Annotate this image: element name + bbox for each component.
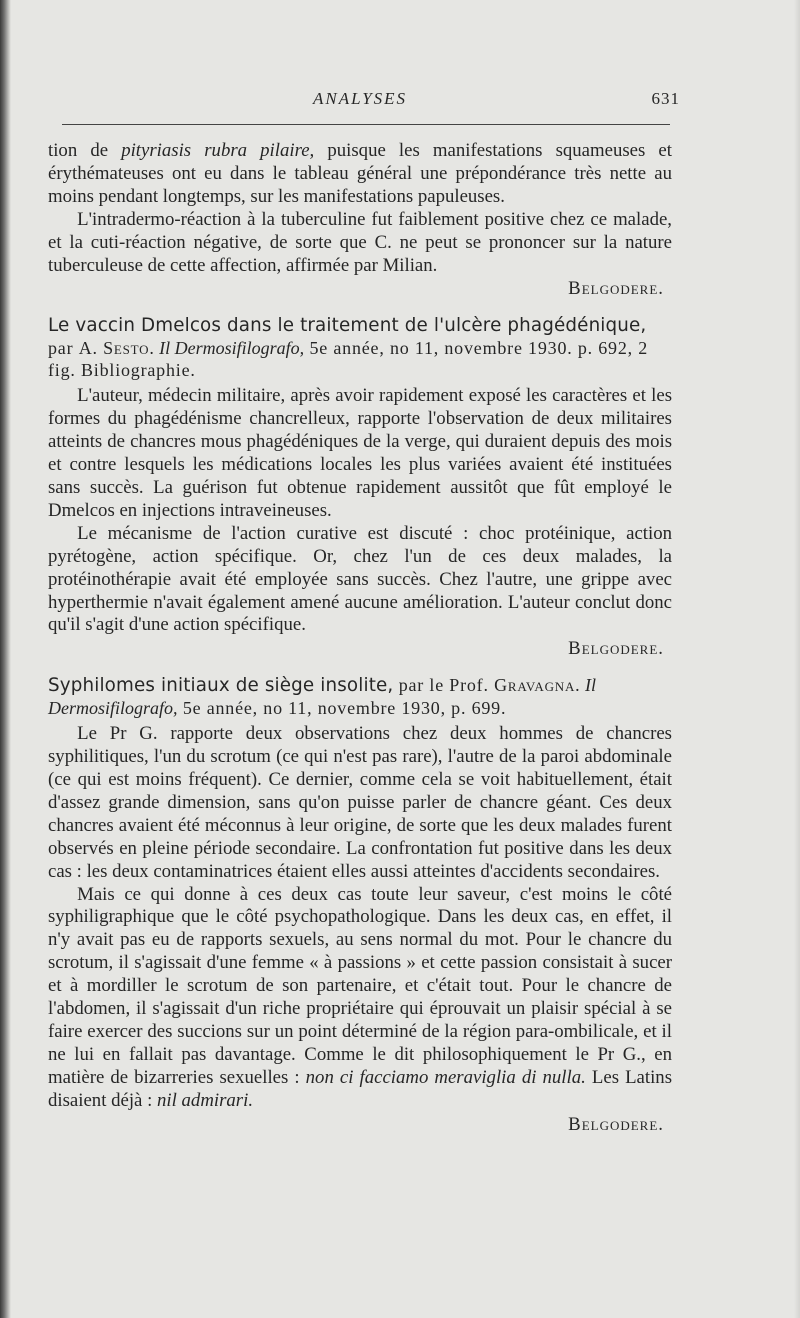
article-details: 5e année, no 11, novembre 1930, p. 699. <box>177 698 507 719</box>
journal-name: Il Dermosifilografo, <box>48 675 596 719</box>
paragraph: L'auteur, médecin militaire, après avoir rapidement exposé les caractères et les formes du phagédénisme chancrelleux, rapporte l'observation de deux militaires atteints de chancres mous phagédéniques de la verge, qui duraient depuis des mois et contre lesquels les médications locales les plus variées avaient été instituées sans succès. La guérison fut obtenue rapidement aussitôt que fût employé le Dmelcos en injections intraveineuses. <box>48 385 672 521</box>
italic-quote: nil admirari. <box>157 1089 254 1111</box>
italic-quote: non ci facciamo meraviglia di nulla. <box>305 1066 586 1088</box>
signature: Belgodere. <box>568 1113 664 1135</box>
signature: Belgodere. <box>568 638 664 660</box>
article-title: Le vaccin Dmelcos dans le traitement de l'ulcère phagédénique, <box>48 315 647 337</box>
header-rule <box>62 124 670 125</box>
signature: Belgodere. <box>568 278 664 300</box>
paragraph <box>48 140 672 209</box>
text-run: puisque les manifestations squameuses et érythémateuses ont eu dans le tableau général une prépondérance très nette au moins pendant longtemps, sur les manifestations papuleuses. <box>48 140 672 207</box>
text-run: Les Latins disaient déjà : <box>48 1066 673 1111</box>
byline: par le Prof. <box>393 675 495 696</box>
article-heading <box>48 674 672 719</box>
article-details: 5e année, no 11, novembre 1930. p. 692, 2 fig. Bibliographie. <box>48 338 649 381</box>
byline: par <box>48 338 79 359</box>
paragraph: Le Pr G. rapporte deux observations chez deux hommes de chancres syphilitiques, l'un du scrotum (ce qui n'est pas rare), l'autre de la paroi abdominale (ce qui est moins fréquent). Ce dernier, comme cela se voit habituellement, était d'assez grande dimension, sans qu'on puisse parler de chancre géant. Ces deux chancres avaient été méconnus à leur origine, de sorte que les deux malades furent observés en pleine période secondaire. La confrontation fut positive dans les deux cas : les deux contaminatrices étaient elles aussi atteintes d'accidents secondaires. <box>48 723 672 882</box>
page-binding-shadow <box>0 0 11 1318</box>
page-edge <box>794 0 800 1318</box>
paragraph <box>48 884 672 1113</box>
running-head-title: ANALYSES <box>312 89 408 108</box>
running-head <box>48 88 680 112</box>
journal-name: Il Dermosifilografo, <box>159 338 305 359</box>
paragraph: L'intradermo-réaction à la tuberculine fut faiblement positive chez ce malade, et la cuti-réaction négative, de sorte que C. ne peut se prononcer sur la nature tuberculeuse de cette affection, affirmée par Milian. <box>48 208 672 276</box>
text-run: Mais ce qui donne à ces deux cas toute leur saveur, c'est moins le côté syphiligraphique que le côté psychopathologique. Dans les deux cas, en effet, il n'y avait pas eu de rapports sexuels, au sens normal du mot. Pour le chancre du scrotum, il s'agissait d'une femme « à passions » et cette passion consistait à sucer et à mordiller le scrotum de son partenaire, et c'était tout. Pour le chancre de l'abdomen, il s'agissait d'un riche propriétaire qui éprouvait un plaisir spécial à se faire exercer des succions sur un point déterminé de la région para-ombilicale, et il ne lui en fallait pas davantage. Comme le dit philosophiquement le Pr G., en matière de bizarreries sexuelles : <box>48 883 672 1088</box>
text-run: tion de <box>48 140 122 161</box>
article-heading <box>48 314 672 381</box>
page-number: 631 <box>651 89 680 108</box>
body-text <box>48 140 672 1137</box>
italic-term: pityriasis rubra pilaire, <box>121 140 315 161</box>
article-title: Syphilomes initiaux de siège insolite, <box>48 675 394 697</box>
article-author: A. Sesto. <box>78 338 155 359</box>
paragraph: Le mécanisme de l'action curative est discuté : choc protéinique, action pyrétogène, action spécifique. Or, chez l'un de ces deux malades, la protéinothérapie avait été employée sans succès. Chez l'autre, une grippe avec hyperthermie n'avait également amené aucune amélioration. L'auteur conclut donc qu'il s'agit d'une action spécifique. <box>48 522 672 636</box>
article-author: Gravagna. <box>494 675 581 696</box>
